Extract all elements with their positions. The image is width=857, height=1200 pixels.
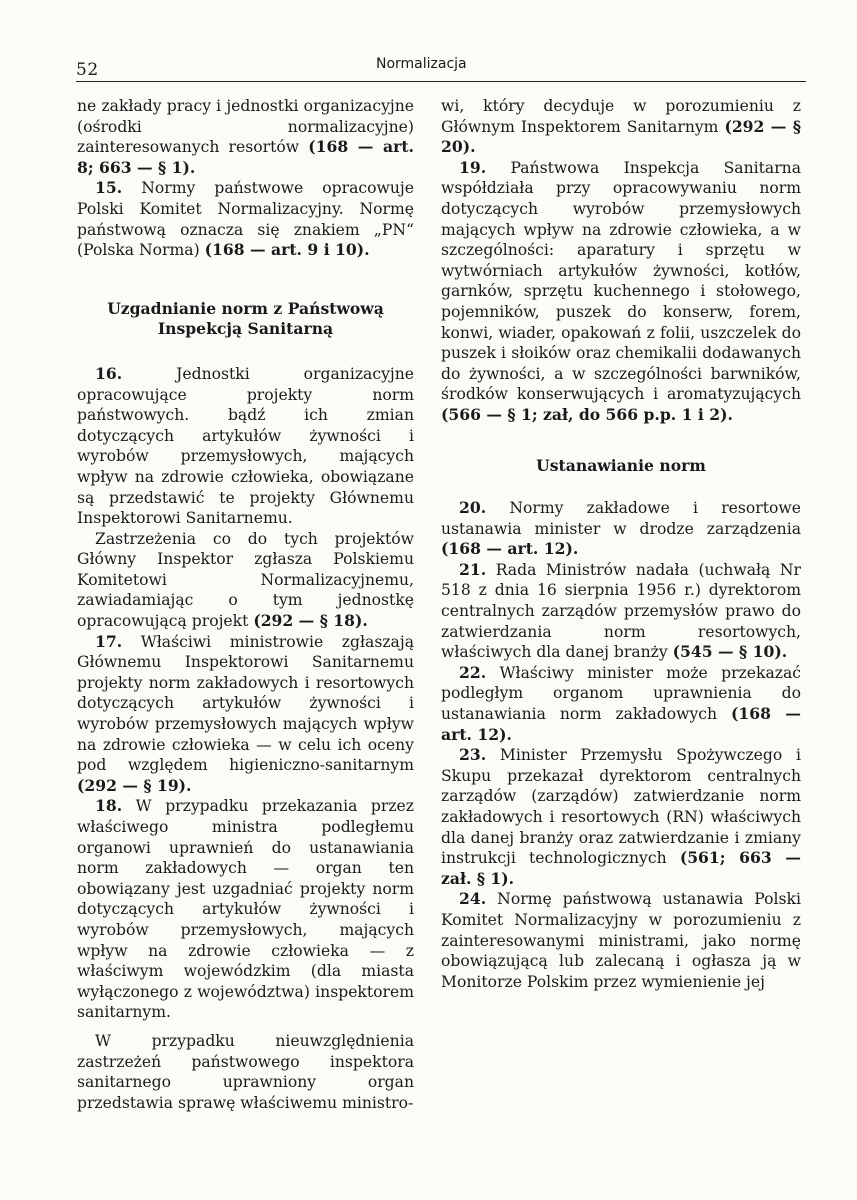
header-rule: [76, 81, 806, 82]
page-number: 52: [76, 60, 99, 80]
right-column: [441, 96, 801, 992]
paragraph: W przypadku nieuwzględnienia zastrzeżeń państwowego inspektora sanitarnego uprawniony organ przedstawia sprawę właściwemu ministro-: [77, 1031, 414, 1112]
paragraph: 20. Normy zakładowe i resortowe ustanawia minister w drodze zarządzenia (168 — art. 12).: [441, 498, 801, 559]
paragraph: Zastrzeżenia co do tych projektów Główny Inspektor zgłasza Polskiemu Komitetowi Normalizacyjnemu, zawiadamiając o tym jednostkę opracowującą projekt (292 — § 18).: [77, 529, 414, 631]
paragraph: 17. Właściwi ministrowie zgłaszają Głównemu Inspektorowi Sanitarnemu projekty norm zakładowych i resortowych dotyczących artykułów żywności i wyrobów przemysłowych mających wpływ na zdrowie człowieka — w celu ich oceny pod względem higieniczno-sanitarnym (292 — § 19).: [77, 631, 414, 795]
running-title: Normalizacja: [376, 56, 467, 72]
section-heading: Uzgadnianie norm z Państwową Inspekcją Sanitarną: [107, 298, 384, 339]
paragraph: 19. Państwowa Inspekcja Sanitarna współdziała przy opracowywaniu norm dotyczących wyrobów przemysłowych mających wpływ na zdrowie człowieka, a w szczególności: aparatury i sprzętu w wytwórniach artykułów żywności, kotłów, garnków, sprzętu kuchennego i stołowego, pojemników, puszek do konserw, forem, konwi, wiader, opakowań z folii, uszczelek do puszek i słoików oraz chemikalii dodawanych do żywności, a w szczególności barwników, środków konserwujących i aromatyzujących (566 — § 1; zał, do 566 p.p. 1 i 2).: [441, 157, 801, 424]
paragraph: 22. Właściwy minister może przekazać podległym organom uprawnienia do ustanawiania norm zakładowych (168 — art. 12).: [441, 662, 801, 744]
paragraph: 23. Minister Przemysłu Spożywczego i Skupu przekazał dyrektorom centralnych zarządów (zarządów) zatwierdzanie norm zakładowych i resortowych (RN) właściwych dla danej branży oraz zatwierdzanie i zmiany instrukcji technologicznych (561; 663 — zał. § 1).: [441, 745, 801, 888]
paragraph: 16. Jednostki organizacyjne opracowujące projekty norm państwowych. bądź ich zmian dotyczących artykułów żywności i wyrobów przemysłowych, mających wpływ na zdrowie człowieka, obowiązane są przedstawić te projekty Głównemu Inspektorowi Sanitarnemu.: [77, 363, 414, 528]
paragraph: 18. W przypadku przekazania przez właściwego ministra podległemu organowi uprawnień do ustanawiania norm zakładowych — organ ten obowiązany jest uzgadniać projekty norm dotyczących artykułów żywności i wyrobów przemysłowych, mających wpływ na zdrowie człowieka — z właściwym wojewódzkim (dla miasta wyłączonego z województwa) inspektorem sanitarnym.: [77, 796, 414, 1022]
section-heading: Ustanawianie norm: [536, 455, 706, 475]
paragraph: 15. Normy państwowe opracowuje Polski Komitet Normalizacyjny. Normę państwową oznacza się znakiem „PN“ (Polska Norma) (168 — art. 9 i 10).: [77, 178, 414, 260]
paragraph: 21. Rada Ministrów nadała (uchwałą Nr 518 z dnia 16 sierpnia 1956 r.) dyrektorom centralnych zarządów przemysłów prawo do zatwierdzania norm resortowych, właściwych dla danej branży (545 — § 10).: [441, 559, 801, 662]
left-column: [77, 96, 414, 1113]
paragraph: 24. Normę państwową ustanawia Polski Komitet Normalizacyjny w porozumieniu z zainteresowanymi ministrami, jako normę obowiązującą lub zalecaną i ogłasza ją w Monitorze Polskim przez wymienienie jej: [441, 889, 801, 991]
paragraph: ne zakłady pracy i jednostki organizacyjne (ośrodki normalizacyjne) zainteresowanych resortów (168 — art. 8; 663 — § 1).: [77, 97, 414, 177]
paragraph: wi, który decyduje w porozumieniu z Głównym Inspektorem Sanitarnym (292 — § 20).: [441, 97, 801, 157]
page-header: [76, 56, 806, 82]
